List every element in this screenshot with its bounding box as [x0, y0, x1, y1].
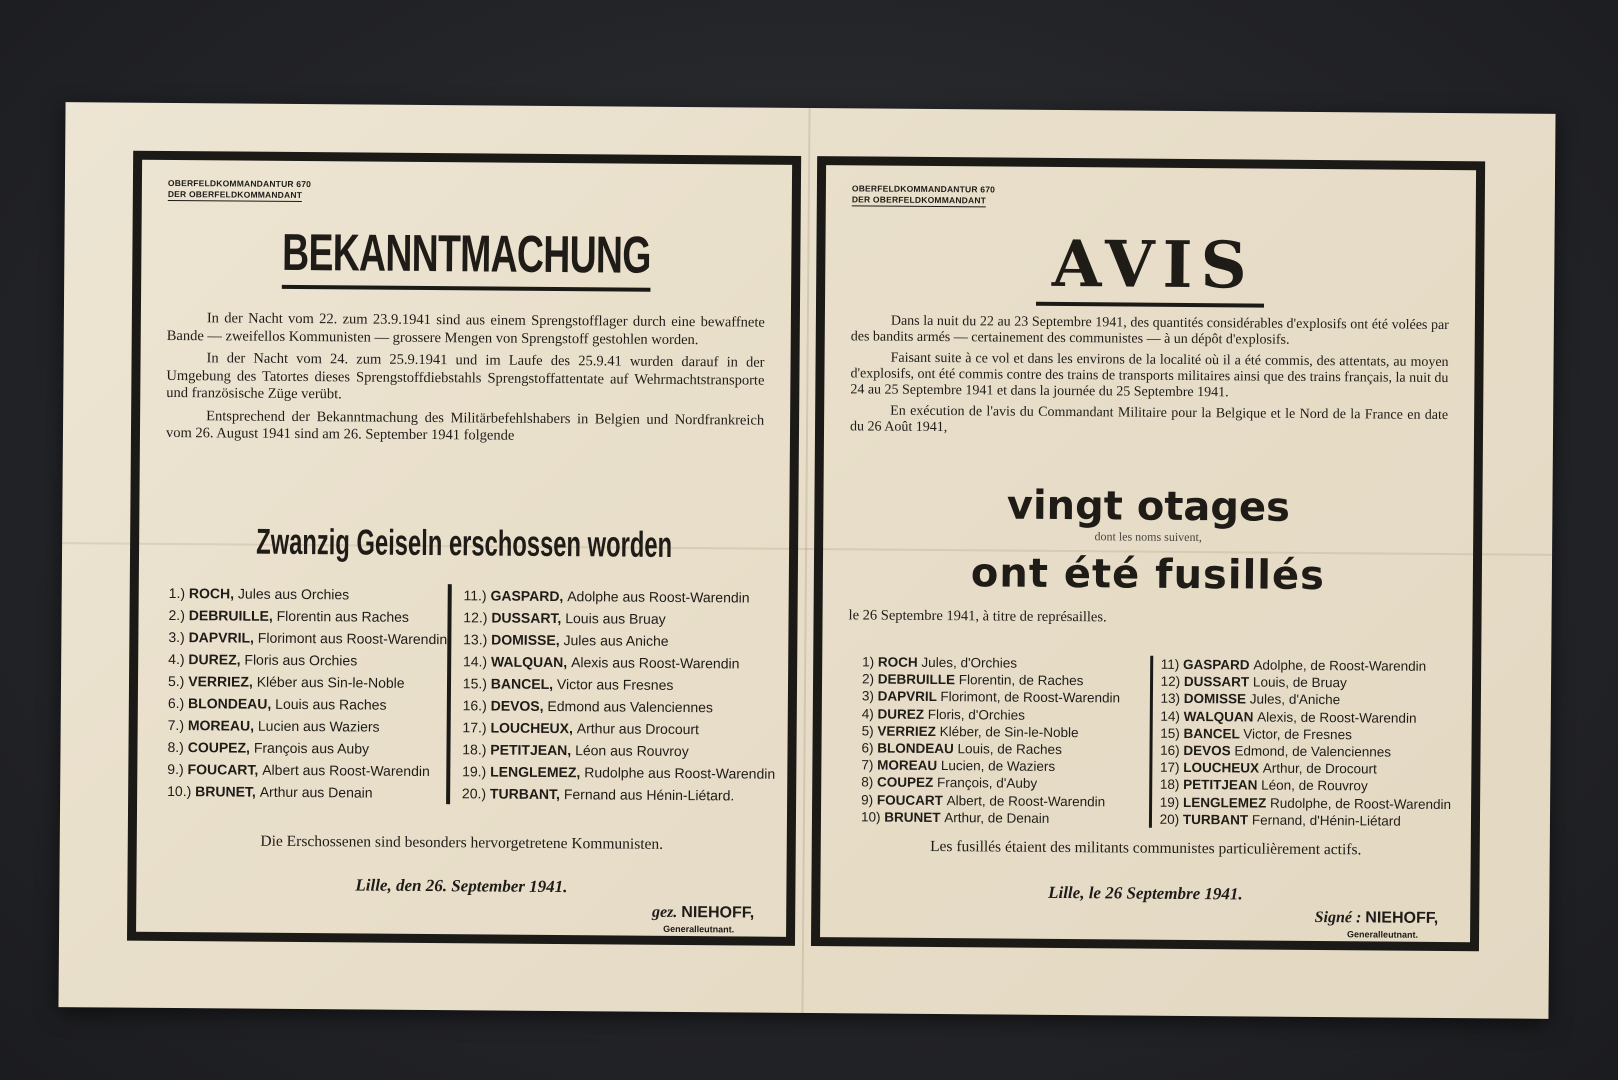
name-entry: [1160, 793, 1452, 812]
name-entry: [861, 774, 1149, 793]
entry-details: Fernand aus Hénin-Liétard.: [563, 786, 735, 804]
signature-rank: Generalleutnant.: [1347, 929, 1419, 940]
place-date: Lille, den 26. September 1941.: [355, 875, 568, 897]
place-date: Lille, le 26 Septembre 1941.: [1048, 882, 1243, 904]
entry-number: 4.): [168, 650, 189, 668]
entry-details: Arthur aus Denain: [259, 783, 373, 801]
entry-details: Arthur, de Drocourt: [1262, 760, 1377, 777]
name-entry: [167, 758, 446, 782]
entry-surname: VERRIEZ: [877, 723, 940, 739]
name-entry: [462, 738, 775, 762]
name-entry: [168, 670, 447, 694]
entry-details: Lucien aus Waziers: [257, 717, 380, 735]
entry-surname: BRUNET,: [195, 783, 260, 800]
entry-number: 11.): [463, 587, 491, 604]
name-entry: [168, 648, 447, 672]
entry-surname: BLONDEAU,: [188, 695, 276, 712]
date-line: le 26 Septembre 1941, à titre de représailles.: [848, 607, 1107, 626]
name-entry: [861, 791, 1149, 810]
entry-number: 8): [861, 774, 878, 790]
entry-details: Fernand, d'Hénin-Liétard: [1251, 812, 1401, 829]
name-entry: [1160, 776, 1452, 795]
entry-details: Florimont, de Roost-Warendin: [940, 689, 1121, 706]
entry-surname: DEVOS: [1183, 742, 1235, 759]
entry-surname: PETITJEAN,: [490, 741, 576, 759]
paragraph: In der Nacht vom 24. zum 25.9.1941 und im Laufe des 25.9.41 wurden darauf in der Umgebung des Tatortes dieses Sprengstoffdiebstahls Sprengstoffattentate auf Wehrmachtstransporte und französische Züge verübt.: [166, 350, 765, 403]
entry-number: 17.): [462, 719, 491, 736]
entry-number: 20.): [461, 785, 491, 802]
entry-details: Alexis aus Roost-Warendin: [571, 654, 740, 672]
entry-details: Rudolphe aus Roost-Warendin: [584, 764, 776, 782]
entry-number: 5): [861, 723, 878, 739]
entry-surname: DOMISSE: [1183, 691, 1250, 707]
entry-surname: GASPARD,: [490, 587, 568, 605]
entry-number: 2): [862, 671, 878, 687]
title-bekanntmachung: BEKANNTMACHUNG: [232, 222, 701, 292]
entry-details: Jules aus Orchies: [237, 585, 350, 603]
signature-name: NIEHOFF,: [681, 904, 755, 922]
entry-surname: WALQUAN,: [490, 653, 572, 671]
name-entry: [168, 604, 447, 628]
signature-rank: Generalleutnant.: [663, 923, 735, 935]
entry-surname: DEBRUILLE,: [188, 607, 277, 624]
entry-details: Jules aus Aniche: [563, 632, 669, 649]
entry-details: Victor aus Fresnes: [556, 676, 674, 693]
entry-details: Kléber, de Sin-le-Noble: [939, 723, 1079, 740]
entry-number: 15.): [462, 675, 491, 692]
name-entry: [463, 584, 776, 608]
entry-number: 12.): [463, 609, 492, 626]
entry-surname: ROCH: [877, 654, 922, 670]
entry-number: 7): [861, 757, 878, 773]
header-line-2: DER OBERFELDKOMMANDANT: [851, 194, 987, 206]
signature: [652, 904, 754, 935]
signature-name: NIEHOFF,: [1365, 909, 1439, 927]
entry-number: 6.): [167, 694, 189, 712]
entry-number: 3): [861, 688, 878, 704]
names-column-2: [1149, 656, 1453, 830]
name-entry: [1160, 707, 1452, 726]
name-entry: [462, 760, 775, 784]
name-entry: [1160, 690, 1452, 709]
entry-surname: DAPVRIL: [877, 688, 941, 705]
entry-surname: DEBRUILLE: [877, 671, 959, 688]
entry-details: Edmond aus Valenciennes: [547, 697, 714, 716]
name-entry: [168, 626, 447, 650]
entry-number: 19): [1159, 794, 1184, 810]
entry-number: 10.): [167, 782, 196, 800]
entry-details: Kléber aus Sin-le-Noble: [256, 673, 405, 691]
entry-surname: WALQUAN: [1183, 708, 1258, 725]
entry-surname: LENGLEMEZ,: [490, 763, 585, 781]
header-line-1: OBERFELDKOMMANDANTUR 670: [851, 183, 996, 195]
fold-line-vertical: [801, 108, 810, 1013]
header-block: [852, 183, 995, 207]
name-entry: [463, 628, 776, 652]
body-text: [850, 313, 1449, 445]
entry-details: Alexis, de Roost-Warendin: [1257, 709, 1417, 726]
entry-details: Arthur, de Denain: [944, 809, 1050, 826]
header-block: [168, 178, 311, 202]
names-column-1: [861, 653, 1150, 827]
entry-details: Floris, d'Orchies: [927, 706, 1025, 723]
entry-surname: LOUCHEUX,: [490, 719, 577, 737]
panel-german: [127, 151, 801, 946]
entry-surname: LOUCHEUX: [1183, 760, 1263, 776]
entry-details: Jules, d'Aniche: [1249, 691, 1341, 708]
name-entry: [862, 671, 1150, 690]
entry-surname: DOMISSE,: [491, 631, 564, 649]
entry-number: 6): [861, 740, 878, 756]
headline-fusilles: ont été fusillés: [970, 550, 1326, 600]
entry-details: Albert aus Roost-Warendin: [262, 761, 430, 780]
name-entry: [167, 780, 446, 804]
entry-number: 11): [1160, 656, 1184, 672]
entry-number: 17): [1159, 759, 1184, 776]
entry-surname: MOREAU: [877, 757, 941, 774]
entry-details: Florentin, de Raches: [958, 672, 1084, 689]
entry-number: 15): [1160, 725, 1184, 741]
entry-number: 12): [1160, 673, 1185, 690]
entry-details: Florimont aus Roost-Warendin: [257, 629, 448, 648]
names-column-1: [167, 582, 448, 804]
header-line-2: DER OBERFELDKOMMANDANT: [167, 188, 303, 201]
paragraph: Dans la nuit du 22 au 23 Septembre 1941, des quantités considérables d'explosifs ont été volées par des bandits armés — certainement des communistes — à un dépôt d'explosifs.: [850, 313, 1449, 348]
name-entry: [168, 692, 447, 716]
entry-surname: COUPEZ: [876, 774, 938, 791]
paragraph: En exécution de l'avis du Commandant Militaire pour la Belgique et le Nord de la France en date du 26 Août 1941,: [849, 403, 1449, 436]
name-entry: [463, 650, 776, 674]
headline-small: dont les noms suivent,: [1094, 529, 1202, 545]
name-entry: [861, 808, 1149, 827]
paragraph: In der Nacht vom 22. zum 23.9.1941 sind aus einem Sprengstofflager durch eine bewaffnete Bande — zweifellos Kommunisten — grossere Mengen von Sprengstoff gestohlen worden.: [166, 310, 765, 348]
signature-prefix: Signé :: [1314, 908, 1362, 927]
footer-note: Die Erschossenen sind besonders hervorgetretene Kommunisten.: [260, 832, 664, 853]
name-entry: [1160, 725, 1452, 744]
paragraph: Entsprechend der Bekanntmachung des Militärbefehlshabers in Belgien und Nordfrankreich vom 26. August 1941 sind am 26. September 1941 folgende: [165, 407, 765, 444]
entry-details: Léon aus Rouvroy: [575, 742, 689, 760]
name-entry: [169, 582, 448, 606]
panel-french: [811, 156, 1485, 951]
entry-details: Floris aus Orchies: [244, 651, 358, 669]
names-list: [861, 653, 1452, 830]
entry-surname: BANCEL: [1183, 725, 1244, 742]
footer-note: Les fusillés étaient des militants communistes particulièrement actifs.: [930, 837, 1362, 859]
name-entry: [862, 705, 1150, 724]
name-entry: [167, 736, 446, 760]
signature-prefix: gez.: [651, 903, 678, 921]
name-entry: [862, 722, 1150, 741]
paragraph: Faisant suite à ce vol et dans les environs de la localité où il a été commis, des attentats, au moyen d'explosifs, ont été commis contre des trains de transports militaires ainsi que des trains français, la nuit du 24 au 25 Septembre 1941 et dans la journée du 25 Septembre 1941.: [850, 350, 1449, 401]
entry-surname: VERRIEZ,: [188, 673, 257, 690]
poster-sheet: [58, 102, 1555, 1019]
entry-surname: ROCH,: [188, 585, 239, 602]
entry-surname: DEVOS,: [490, 697, 548, 714]
entry-number: 8.): [167, 738, 188, 756]
entry-details: Edmond, de Valenciennes: [1234, 743, 1392, 760]
entry-details: Florentin aus Raches: [276, 607, 410, 625]
body-text: [166, 310, 765, 452]
entry-number: 7.): [167, 716, 188, 734]
title-avis: AVIS: [825, 225, 1476, 309]
entry-details: Louis, de Raches: [957, 741, 1062, 757]
entry-number: 20): [1159, 811, 1183, 827]
entry-surname: DUSSART: [1183, 674, 1254, 690]
name-entry: [168, 714, 447, 738]
entry-details: Lucien, de Waziers: [940, 758, 1056, 775]
entry-number: 13): [1160, 691, 1184, 707]
name-entry: [862, 688, 1150, 707]
entry-surname: FOUCART: [876, 792, 947, 808]
name-entry: [463, 694, 776, 718]
entry-number: 1): [862, 654, 879, 670]
entry-number: 16.): [462, 697, 491, 714]
headline-vingt-otages: vingt otages: [1006, 482, 1291, 531]
entry-surname: GASPARD: [1183, 656, 1254, 673]
entry-details: Léon, de Rouvroy: [1261, 777, 1368, 794]
entry-details: Louis, de Bruay: [1252, 674, 1347, 691]
entry-details: Adolphe, de Roost-Warendin: [1253, 657, 1427, 674]
entry-surname: DUREZ,: [188, 651, 245, 668]
entry-details: Albert, de Roost-Warendin: [946, 792, 1106, 809]
entry-details: François aus Auby: [253, 739, 370, 757]
entry-surname: BANCEL,: [490, 675, 558, 693]
subtitle-hostages: Zwanzig Geiseln erschossen worden: [256, 520, 673, 565]
entry-details: Louis aus Bruay: [565, 610, 666, 627]
entry-details: Adolphe aus Roost-Warendin: [567, 588, 750, 606]
signature: [1314, 909, 1438, 940]
entry-surname: BLONDEAU: [877, 740, 958, 757]
name-entry: [1160, 810, 1452, 829]
names-list: [167, 582, 776, 807]
entry-number: 5.): [167, 672, 189, 690]
header-line-1: OBERFELDKOMMANDANTUR 670: [167, 177, 312, 190]
name-entry: [462, 782, 775, 806]
entry-surname: TURBANT,: [489, 785, 564, 803]
entry-number: 10): [860, 809, 885, 825]
entry-surname: COUPEZ,: [187, 739, 254, 756]
entry-surname: DUSSART,: [491, 609, 566, 627]
entry-details: Arthur aus Drocourt: [576, 720, 700, 738]
entry-number: 13.): [463, 631, 492, 648]
entry-details: François, d'Auby: [936, 775, 1038, 792]
entry-surname: FOUCART,: [187, 761, 263, 778]
entry-surname: DUREZ: [877, 706, 928, 722]
name-entry: [861, 739, 1149, 758]
name-entry: [463, 606, 776, 630]
entry-surname: DAPVRIL,: [188, 629, 258, 646]
entry-number: 4): [861, 705, 878, 722]
entry-surname: TURBANT: [1182, 811, 1252, 828]
entry-surname: LENGLEMEZ: [1182, 794, 1271, 811]
name-entry: [462, 716, 775, 740]
entry-number: 2.): [168, 606, 189, 624]
name-entry: [463, 672, 776, 696]
entry-number: 18.): [462, 741, 491, 758]
entry-number: 9.): [167, 760, 188, 778]
name-entry: [861, 757, 1149, 776]
entry-number: 1.): [168, 584, 190, 602]
entry-details: Louis aus Raches: [275, 695, 387, 713]
entry-number: 19.): [462, 763, 491, 780]
entry-surname: MOREAU,: [187, 717, 258, 734]
entry-number: 3.): [168, 628, 189, 646]
names-column-2: [446, 584, 777, 807]
entry-number: 14): [1160, 708, 1184, 724]
name-entry: [862, 653, 1150, 672]
entry-number: 16): [1160, 742, 1184, 758]
entry-number: 14.): [462, 653, 492, 670]
entry-number: 18): [1159, 777, 1184, 793]
entry-surname: PETITJEAN: [1183, 777, 1262, 793]
entry-details: Rudolphe, de Roost-Warendin: [1269, 795, 1452, 812]
entry-surname: BRUNET: [884, 809, 945, 825]
entry-details: Jules, d'Orchies: [921, 654, 1018, 671]
entry-number: 9): [861, 791, 877, 808]
entry-details: Victor, de Fresnes: [1243, 726, 1352, 743]
